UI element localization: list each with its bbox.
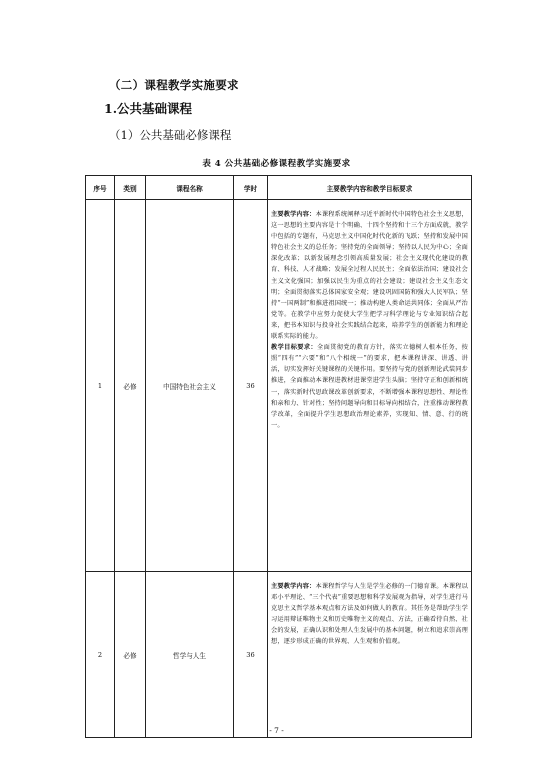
row-category: 必修 bbox=[115, 200, 146, 572]
content-text: 本课程系统阐释习近平新时代中国特色社会主义思想，这一思想的主要内容是十个明确、十四个坚持和十三个方面成就，教学中包括的专题有，马克思主义中国化时代化新的飞跃；坚持和发展中国特色社会主义的总任务；坚持党的全面领导；坚持以人民为中心；全面深化改革；以新发展理念引领高质量发展；社会主义现代化建设的教育、科技、人才战略；发展全过程人民民主；全面依法治国；建设社会主义文化强国；加强以民生为重点的社会建设；建设社会主义生态文明；全面贯彻落实总体国家安全观；建设巩固国防和强大人民军队；坚持“一国两制”和推进祖国统一；推动构建人类命运共同体；全面从严治党等。在教学中应努力促使大学生把学习科学理论与专业知识结合起来，把书本知识与投身社会实践结合起来，培养学生的创新能力和理论联系实际的能力。 bbox=[271, 211, 468, 341]
row-hours: 36 bbox=[234, 572, 268, 738]
content-label: 主要教学内容： bbox=[271, 583, 316, 590]
subsubsection-heading: （1）公共基础必修课程 bbox=[109, 128, 232, 142]
table-header-row bbox=[86, 176, 472, 200]
row-course-name: 哲学与人生 bbox=[146, 572, 234, 738]
row-course-name: 中国特色社会主义 bbox=[146, 200, 234, 572]
row-no: 2 bbox=[86, 572, 115, 738]
header-course-name: 课程名称 bbox=[146, 176, 234, 200]
section-heading: （二）课程教学实施要求 bbox=[109, 78, 239, 92]
header-category: 类别 bbox=[115, 176, 146, 200]
row-hours: 36 bbox=[234, 200, 268, 572]
row-content bbox=[268, 200, 472, 572]
row-content bbox=[268, 572, 472, 738]
row-category: 必修 bbox=[115, 572, 146, 738]
goal-text: 全面贯彻党的教育方针，落实立德树人根本任务，按照“四有”“六要”和“八个相统一”的要求，把本课程讲深、讲透、讲活，切实发挥好关键课程的关键作用。要坚持与党的创新理论武装同步推进，全面推动本课程进教材进课堂进学生头脑；坚持守正和创新相统一，落实新时代思政课改革创新要求，不断增强本课程思想性、理论性和亲和力、针对性；坚持问题导向和目标导向相结合，注重推动课程教学改革，全面提升学生思想政治理论素养，实现知、情、意、行的统一。 bbox=[271, 344, 468, 429]
course-requirements-table bbox=[85, 175, 472, 738]
table-caption: 表 4 公共基础必修课程教学实施要求 bbox=[202, 159, 351, 169]
row-no: 1 bbox=[86, 200, 115, 572]
subsection-heading: 1.公共基础课程 bbox=[104, 101, 193, 116]
table-row bbox=[86, 572, 472, 738]
header-hours: 学时 bbox=[234, 176, 268, 200]
header-content: 主要教学内容和教学目标要求 bbox=[268, 176, 472, 200]
page-number: - 7 - bbox=[269, 726, 284, 735]
header-no: 序号 bbox=[86, 176, 115, 200]
content-label: 主要教学内容： bbox=[271, 211, 316, 218]
table-row bbox=[86, 200, 472, 572]
content-text: 本课程哲学与人生是学生必修的一门德育课。本课程以邓小平理论、“三个代表”重要思想和科学发展观为指导，对学生进行马克思主义哲学基本观点和方法及如何做人的教育。其任务是帮助学生学习运用辩证唯物主义和历史唯物主义的观点、方法，正确看待自然、社会的发展，正确认识和处理人生发展中的基本问题，树立和追求崇高理想，逐步形成正确的世界观、人生观和价值观。 bbox=[271, 583, 468, 646]
goal-label: 教学目标要求： bbox=[271, 344, 318, 352]
